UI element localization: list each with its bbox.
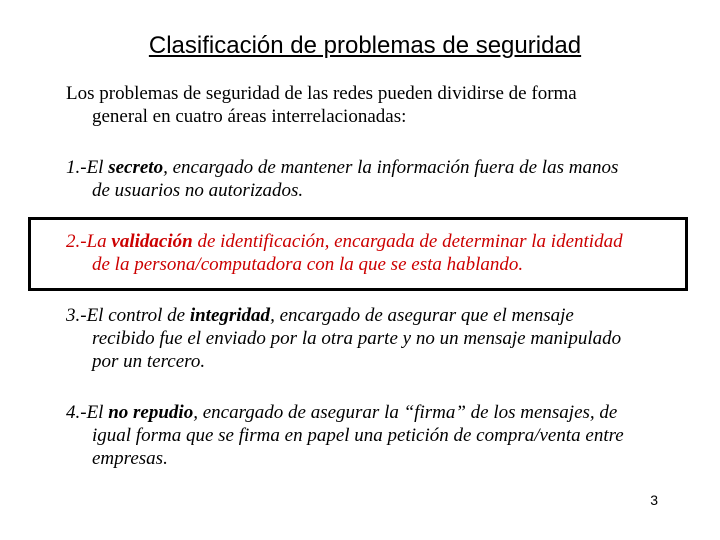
item-line-3: por un tercero. — [92, 351, 206, 372]
intro-line-1: Los problemas de seguridad de las redes pueden dividirse de forma — [66, 83, 577, 104]
item-line1-rest: , encargado de asegurar la “firma” de los mensajes, de — [193, 402, 618, 423]
item-line1-rest: , encargado de asegurar que el mensaje — [270, 305, 574, 326]
item-line-2: de la persona/computadora con la que se esta hablando. — [92, 254, 524, 275]
page-number: 3 — [650, 492, 658, 508]
item-line1-rest: de identificación, encargada de determinar la identidad — [192, 231, 623, 252]
item-term: secreto — [108, 157, 164, 178]
item-prefix: 4.-El — [66, 402, 109, 423]
item-line1-rest: , encargado de mantener la información fuera de las manos — [163, 157, 619, 178]
item-prefix: 2.-La — [66, 231, 112, 252]
item-no-repudio — [66, 401, 666, 470]
item-line-2: de usuarios no autorizados. — [92, 180, 304, 201]
item-integridad — [66, 304, 666, 373]
item-term: no repudio — [108, 402, 194, 423]
item-prefix: 3.-El control de — [66, 305, 190, 326]
intro-paragraph — [66, 82, 666, 128]
slide-title: Clasificación de problemas de seguridad — [148, 32, 582, 59]
item-term: validación — [111, 231, 193, 252]
item-prefix: 1.-El — [66, 157, 109, 178]
item-secreto — [66, 156, 666, 202]
item-validacion — [66, 230, 666, 276]
intro-line-2: general en cuatro áreas interrelacionadas: — [92, 106, 407, 127]
item-term: integridad — [189, 305, 271, 326]
item-line-3: empresas. — [92, 448, 168, 469]
item-line-2: igual forma que se firma en papel una petición de compra/venta entre — [92, 425, 624, 446]
item-line-2: recibido fue el enviado por la otra parte y no un mensaje manipulado — [92, 328, 622, 349]
